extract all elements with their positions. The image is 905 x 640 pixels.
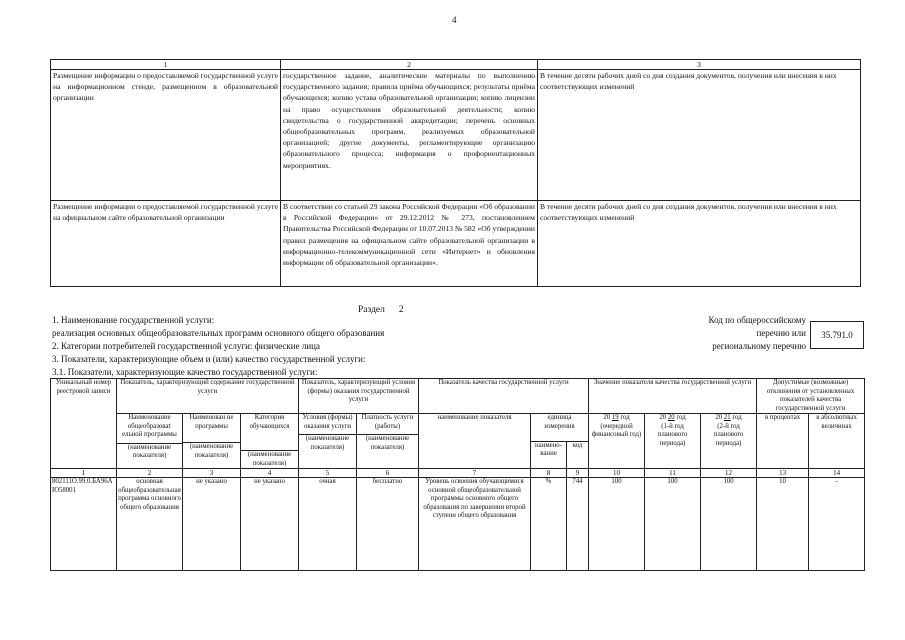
year3-note: (2-й год планового периода): [713, 422, 744, 447]
year1-value: 19: [611, 414, 619, 421]
unit-code-header: код: [567, 441, 589, 469]
value-year2: 100: [645, 478, 701, 571]
year2-prefix: 20: [659, 414, 667, 421]
deviation-header: Допустимые (возможные) отклонения от установленных показателей качества государственной услуги: [757, 379, 865, 414]
condition-cell: очная: [299, 478, 357, 571]
unit-name-header: наимено-вание: [531, 441, 567, 469]
deviation-percent-header: в процентах: [757, 414, 809, 469]
indicator-name-header: наименование показателя: [419, 414, 531, 469]
deviation-abs-header: в абсолютных величинах: [809, 414, 865, 469]
program-prefix: основная общеобразовательная программа: [118, 478, 181, 502]
unit-code-cell: 744: [567, 478, 589, 571]
col-header-2: 2: [281, 60, 538, 70]
placement-method: Размещение информации о предоставляемой государственной услуге на информационном стенде, размещенном в образовательной организации: [51, 70, 281, 201]
program-level: основного общего образования: [120, 495, 181, 511]
col-num: 4: [241, 469, 299, 478]
payment-header: [357, 414, 419, 469]
col-num: 5: [299, 469, 357, 478]
program-name-header-note: (наименование показателя): [183, 442, 240, 460]
payment-cell: бесплатно: [357, 478, 419, 571]
year2-value: 20: [667, 414, 675, 421]
values-header: Значение показателя качества государственной услуги: [589, 379, 757, 414]
indicators-heading: 3. Показатели, характеризующие объем и (или) качество государственной услуги:: [52, 354, 366, 364]
category-header-note: (наименование показателя): [241, 450, 298, 468]
year1-suffix: год: [620, 414, 630, 421]
col-header-1: 1: [51, 60, 281, 70]
year3-suffix: год: [732, 414, 742, 421]
year2-header: [645, 414, 701, 469]
content-header: Показатель, характеризующий содержание государственной услуги: [117, 379, 299, 414]
col-num: 6: [357, 469, 419, 478]
value-year3: 100: [701, 478, 757, 571]
program-name-header-text: Наименован не программы: [189, 414, 234, 430]
program-name-cell: не указано: [183, 478, 241, 571]
code-label-line1: Код по общероссийскому: [708, 315, 806, 325]
year3-header: [701, 414, 757, 469]
page-number: 4: [452, 15, 457, 25]
consumer-category: 2. Категории потребителей государственной услуги: физические лица: [52, 341, 320, 351]
section-word: Раздел: [358, 305, 385, 315]
conditions-sub-header: [299, 414, 357, 469]
col-num: 1: [51, 469, 117, 478]
category-header-text: Категория обучающихся: [249, 414, 290, 430]
year1-header: [589, 414, 645, 469]
quality-indicators-heading: 3.1. Показатели, характеризующие качество государственной услуги:: [52, 367, 318, 377]
placement-method: Размещение информации о предоставляемой государственной услуге на официальном сайте образовательной организации: [51, 201, 281, 287]
registry-number: 802111О.99.0.БА96АЮ58001: [51, 478, 117, 571]
program-header: [117, 414, 183, 469]
section-title: [358, 305, 404, 316]
year1-prefix: 20: [603, 414, 611, 421]
col-num: 9: [567, 469, 589, 478]
col-num: 12: [701, 469, 757, 478]
col-num: 13: [757, 469, 809, 478]
col-num: 14: [809, 469, 865, 478]
col-num: 2: [117, 469, 183, 478]
col-num: 10: [589, 469, 645, 478]
placement-content: государственное задание, аналитические материалы по выполнению государственного задания; правила приёма обучающихся; результаты приёма обучающихся; копию устава образовательной организации; копию лицензии на право осуществления образовательной деятельности; копию свидетельства о государственной аккредитации; перечень основных общеобразовательных программ, реализуемых образовательной организацией; другие документы, регламентирующие организацию образовательного процесса; информация о профориентационных мероприятиях.: [281, 70, 538, 201]
table-row: [51, 478, 865, 571]
registry-code-box: 35.791.0: [810, 321, 864, 349]
conditions-header: Показатель, характеризующий условия (формы) оказания государственной услуги: [299, 379, 419, 414]
payment-header-text: Платность услуги (работы): [361, 414, 414, 430]
info-placement-table: [50, 59, 861, 287]
quality-header: Показатель качества государственной услуги: [419, 379, 589, 414]
program-header-text: Наименование общеобразоват ельной программы: [122, 414, 177, 438]
table-row: [51, 70, 861, 201]
deviation-percent: 10: [757, 478, 809, 571]
service-name-label: 1. Наименование государственной услуги:: [52, 315, 215, 325]
table-row: [51, 201, 861, 287]
placement-frequency: В течение десяти рабочих дней со дня создания документов, получения или внесения в них соответствующих изменений: [538, 201, 861, 287]
category-cell: не указано: [241, 478, 299, 571]
placement-frequency: В течение десяти рабочих дней со дня создания документов, получения или внесения в них соответствующих изменений: [538, 70, 861, 201]
placement-content: В соответствии со статьей 29 закона Российской Федерации «Об образовании в Российской Федерации» от 29.12.2012 № 273, постановлением Правительства Российской Федерации от 10.07.2013 № 582 «Об утверждении правил размещения на официальном сайте образовательной организации в информационно-телекоммуникационной сети «Интернет» и обновления информации об образовательной организации».: [281, 201, 538, 287]
table-header-row: [51, 60, 861, 70]
unit-header: единица измерения: [531, 414, 589, 442]
year2-note: (1-й год планового периода): [657, 422, 688, 447]
indicator-cell: Уровень освоения обучающимися основной общеобразовательной программы основного общего образования по завершении второй ступени общего образования: [419, 478, 531, 571]
payment-header-note: (наименование показателя): [357, 434, 418, 452]
year1-note: (очередной финансовый год): [591, 422, 642, 438]
program-name-header: [183, 414, 241, 469]
col-num: 3: [183, 469, 241, 478]
conditions-sub-header-note: (наименование показателя): [299, 434, 356, 452]
section-number: 2: [398, 305, 404, 315]
column-numbers-row: [51, 469, 865, 478]
registry-header: Уникальный номер реестровой записи: [51, 379, 117, 469]
col-num: 7: [419, 469, 531, 478]
quality-indicators-table: [50, 378, 865, 571]
program-cell: [117, 478, 183, 571]
program-header-note: (наименование показателя): [117, 443, 182, 461]
code-label-line2: перечню или: [756, 328, 806, 338]
value-year1: 100: [589, 478, 645, 571]
service-name-value: реализация основных общеобразовательных программ основного общего образования: [52, 328, 385, 338]
unit-name-cell: %: [531, 478, 567, 571]
year2-suffix: год: [676, 414, 686, 421]
year3-prefix: 20: [715, 414, 723, 421]
category-header: [241, 414, 299, 469]
col-header-3: 3: [538, 60, 861, 70]
code-label-line3: региональному перечню: [712, 341, 806, 351]
col-num: 11: [645, 469, 701, 478]
col-num: 8: [531, 469, 567, 478]
conditions-sub-header-text: Условия (формы) оказания услуги: [302, 414, 353, 430]
deviation-abs: -: [809, 478, 865, 571]
year3-value: 21: [723, 414, 731, 421]
